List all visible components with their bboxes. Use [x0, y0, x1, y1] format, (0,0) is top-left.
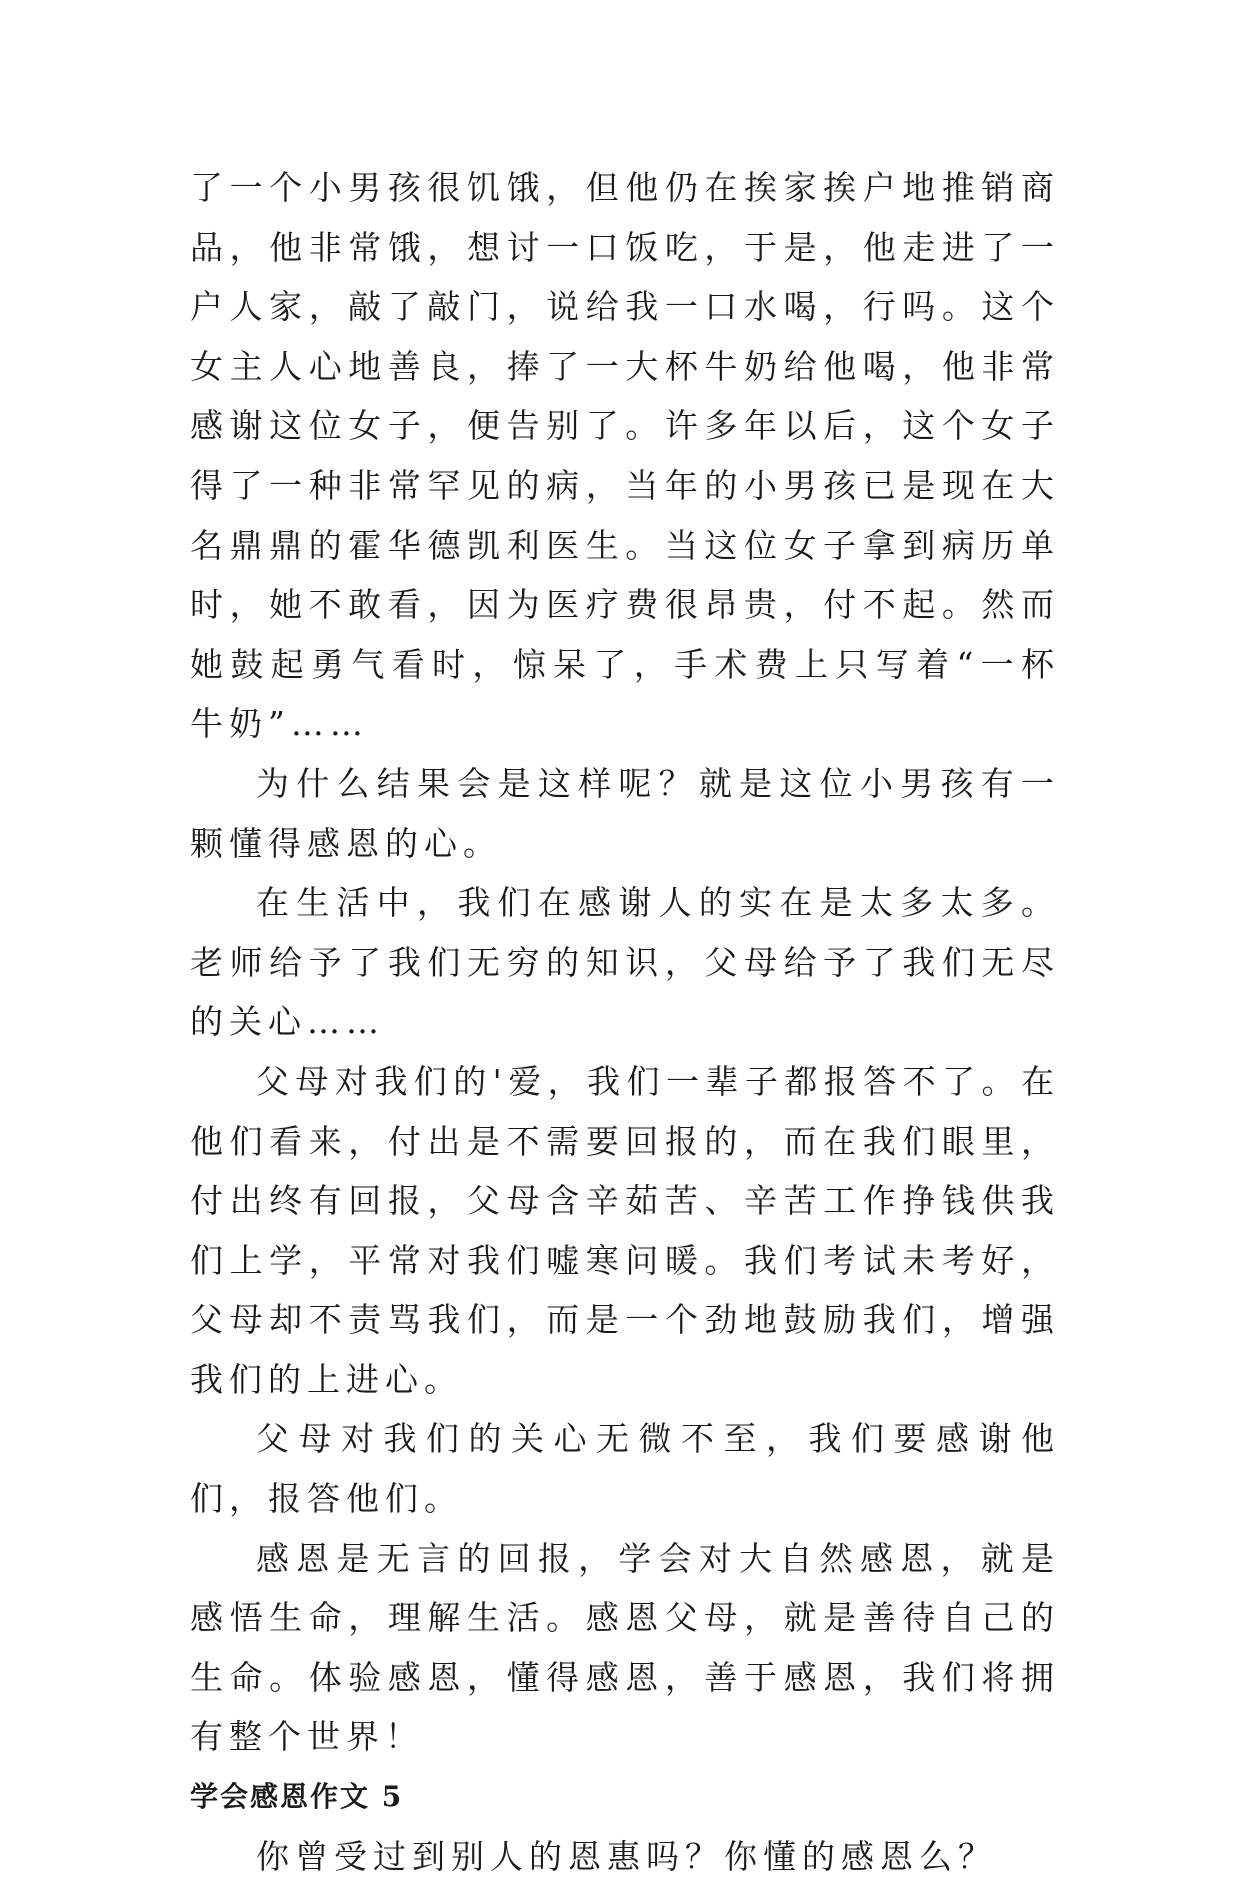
paragraph-thank-parents: 父母对我们的关心无微不至，我们要感谢他们，报答他们。: [190, 1419, 1060, 1519]
document-page: [190, 158, 1060, 1886]
paragraph-conclusion: 感恩是无言的回报，学会对大自然感恩，就是感悟生命，理解生活。感恩父母，就是善待自己的生命。体验感恩，懂得感恩，善于感恩，我们将拥有整个世界！: [190, 1538, 1060, 1757]
section-title: 学会感恩作文 5: [190, 1780, 404, 1814]
paragraph-question: 为什么结果会是这样呢？就是这位小男孩有一颗懂得感恩的心。: [190, 763, 1060, 863]
paragraph-story: 了一个小男孩很饥饿，但他仍在挨家挨户地推销商品，他非常饿，想讨一口饭吃，于是，他走进了一户人家，敲了敲门，说给我一口水喝，行吗。这个女主人心地善良，捧了一大杯牛奶给他喝，他非常感谢这位女子，便告别了。许多年以后，这个女子得了一种非常罕见的病，当年的小男孩已是现在大名鼎鼎的霍华德凯利医生。当这位女子拿到病历单时，她不敢看，因为医疗费很昂贵，付不起。然而她鼓起勇气看时，惊呆了，手术费上只写着“一杯牛奶”……: [190, 168, 1060, 744]
paragraph-gratitude-life: 在生活中，我们在感谢人的实在是太多太多。老师给予了我们无穷的知识，父母给予了我们无尽的关心……: [190, 883, 1060, 1042]
paragraph-opening: 你曾受过到别人的恩惠吗？你懂的感恩么？: [256, 1836, 997, 1876]
paragraph-parents-love: 父母对我们的'爱，我们一辈子都报答不了。在他们看来，付出是不需要回报的，而在我们眼里，付出终有回报，父母含辛茹苦、辛苦工作挣钱供我们上学，平常对我们嘘寒问暖。我们考试未考好，父母却不责骂我们，而是一个劲地鼓励我们，增强我们的上进心。: [190, 1061, 1060, 1399]
